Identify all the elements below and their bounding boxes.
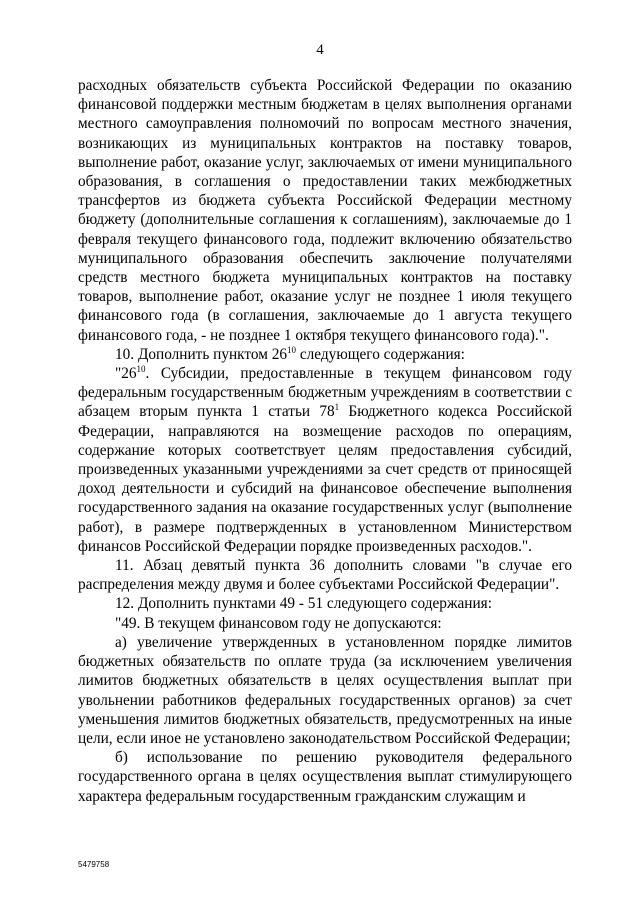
page-number: 4 [316, 42, 324, 58]
paragraph-continuation: расходных обязательств субъекта Российской Федерации по оказанию финансовой поддержки местным бюджетам в целях выполнения органами местного самоуправления полномочий по вопросам местного значения, возникающих из муниципальных контрактов на поставку товаров, выполнение работ, оказание услуг, заключаемых от имени муниципального образования, в соглашения о предоставлении таких межбюджетных трансфертов из бюджета субъекта Российской Федерации местному бюджету (дополнительные соглашения к соглашениям), заключаемые до 1 февраля текущего финансового года, подлежит включению обязательство муниципального образования обеспечить заключение получателями средств местного бюджета муниципальных контрактов на поставку товаров, выполнение работ, оказание услуг не позднее 1 июля текущего финансового года (в соглашения, заключаемые до 1 августа текущего финансового года, - не позднее 1 октября текущего финансового года).". [78, 77, 572, 344]
paragraph-item-49: "49. В текущем финансовом году не допускаются: [115, 614, 442, 632]
paragraph-subitem-b: б) использование по решению руководителя федерального государственного органа в целях осуществления выплат стимулирующего характера федеральным государственным гражданским служащим и [78, 749, 572, 805]
document-code: 5479758 [78, 860, 110, 869]
paragraph-item-12: 12. Дополнить пунктами 49 - 51 следующего содержания: [115, 595, 492, 613]
paragraph-item-11: 11. Абзац девятый пункта 36 дополнить словами "в случае его распределения между двумя и более субъектами Российской Федерации". [78, 557, 572, 594]
paragraph-item-10: 10. Дополнить пунктом $26^{10}$ следующего содержания: [115, 344, 465, 363]
paragraph-subitem-a: а) увеличение утвержденных в установленном порядке лимитов бюджетных обязательств по оплате труда (за исключением увеличения лимитов бюджетных обязательств в целях осуществления выплат при увольнении работников федеральных государственных органов) за счет уменьшения лимитов бюджетных обязательств, предусмотренных на иные цели, если иное не установлено законодательством Российской Федерации; [78, 633, 572, 747]
paragraph-item-26-10: "$26^{10}$. Субсидии, предоставленные в текущем финансовом году федеральным государственным бюджетным учреждениям в соответствии с абзацем вторым пункта 1 статьи $78^1$ Бюджетного кодекса Российской Федерации, направляются на возмещение расходов по операциям, содержание которых соответствует целям предоставления субсидий, произведенных указанными учреждениями за счет средств от приносящей доход деятельности и субсидий на финансовое обеспечение выполнения государственного задания на оказание государственных услуг (выполнение работ), в размере подтвержденных в установленном Министерством финансов Российской Федерации порядке произведенных расходов.". [78, 364, 573, 555]
document-body [78, 76, 572, 806]
